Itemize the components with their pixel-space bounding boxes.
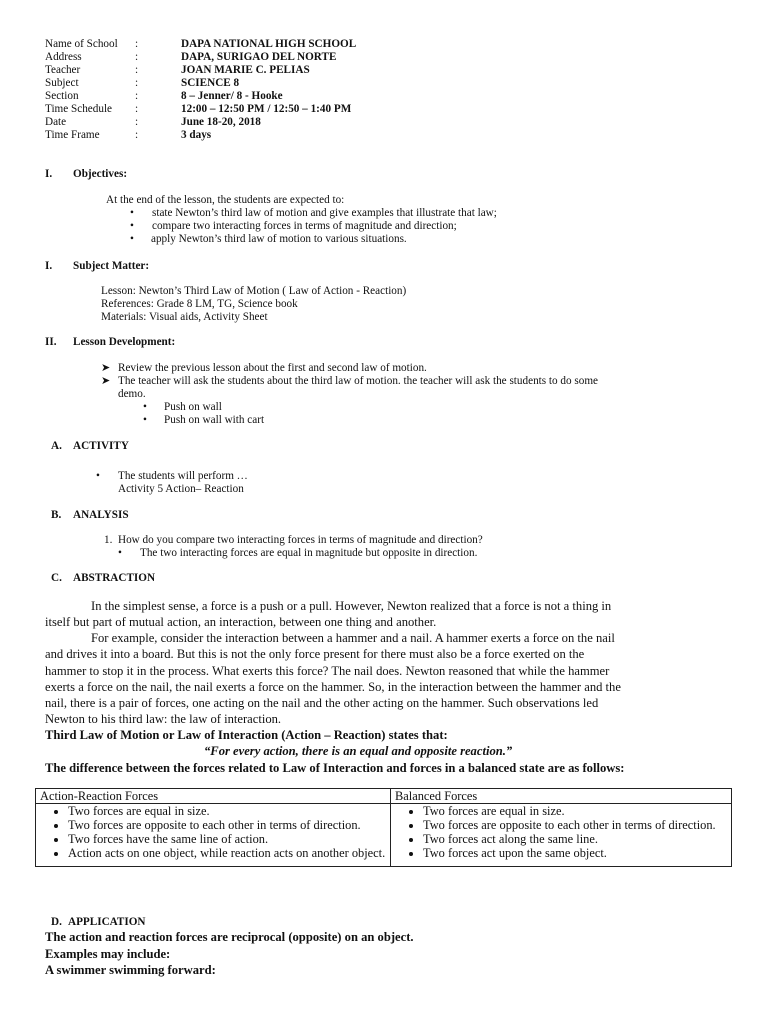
list-item: • Two forces are equal in size. <box>68 804 386 818</box>
bullet-icon: • <box>96 470 100 482</box>
info-label: Teacher <box>45 64 81 76</box>
section-number: II. <box>45 336 57 348</box>
arrow-icon: ➤ <box>101 362 111 374</box>
list-item: • Two forces have the same line of action. <box>68 832 386 846</box>
references-line: References: Grade 8 LM, TG, Science book <box>101 298 298 310</box>
info-label: Section <box>45 90 79 102</box>
info-colon: : <box>135 64 139 76</box>
section-number: I. <box>45 168 53 180</box>
table-row <box>36 804 732 867</box>
table-header-row <box>36 789 732 804</box>
third-law-statement-intro: Third Law of Motion or Law of Interaction (Action – Reaction) states that: <box>45 728 448 742</box>
abstraction-text: exerts a force on the nail, the nail exerts a force on the hammer. So, in the interaction between the hammer and the <box>45 680 621 694</box>
info-value: SCIENCE 8 <box>181 77 240 89</box>
section-letter: B. <box>51 509 62 521</box>
list-item: • Two forces are opposite to each other in terms of direction. <box>423 818 727 832</box>
section-letter: C. <box>51 572 62 584</box>
info-label: Time Frame <box>45 129 100 141</box>
section-number: I. <box>45 260 53 272</box>
lesson-line: Lesson: Newton’s Third Law of Motion ( Law of Action - Reaction) <box>101 285 407 297</box>
objective-item: apply Newton’s third law of motion to various situations. <box>151 233 407 245</box>
info-colon: : <box>135 90 139 102</box>
objectives-heading: Objectives: <box>73 168 128 180</box>
list-item: • Two forces act along the same line. <box>423 832 727 846</box>
bullet-icon: • <box>130 220 134 232</box>
info-value: JOAN MARIE C. PELIAS <box>181 64 310 76</box>
abstraction-text: and drives it into a board. But this is not the only force present for there must also be a force exerted on the <box>45 647 585 661</box>
development-step: Review the previous lesson about the first and second law of motion. <box>118 362 427 374</box>
section-letter: A. <box>51 440 62 452</box>
info-label: Name of School <box>45 38 118 50</box>
analysis-question: How do you compare two interacting forces in terms of magnitude and direction? <box>118 534 483 546</box>
application-heading: APPLICATION <box>68 916 146 928</box>
list-item: • Action acts on one object, while reaction acts on another object. <box>68 846 386 860</box>
section-letter: D. <box>51 916 62 928</box>
activity-line: Activity 5 Action– Reaction <box>118 483 244 495</box>
analysis-heading: ANALYSIS <box>73 509 129 521</box>
subject-matter-heading: Subject Matter: <box>73 260 150 272</box>
abstraction-text: For example, consider the interaction between a hammer and a nail. A hammer exerts a force on the nail <box>91 631 615 645</box>
abstraction-text: hammer to stop it in the process. What exerts this force? The nail does. Newton reasoned that while the hammer <box>45 664 610 678</box>
bullet-icon: • <box>143 414 147 426</box>
action-reaction-cell <box>36 804 391 867</box>
column-header-balanced: Balanced Forces <box>391 789 732 804</box>
info-value: June 18-20, 2018 <box>181 116 261 128</box>
forces-difference-intro: The difference between the forces related to Law of Interaction and forces in a balanced state are as follows: <box>45 761 625 775</box>
abstraction-text: itself but part of mutual action, an interaction, between one thing and another. <box>45 615 437 629</box>
column-header-action-reaction: Action-Reaction Forces <box>36 789 391 804</box>
info-colon: : <box>135 77 139 89</box>
bullet-icon: • <box>143 401 147 413</box>
abstraction-text: nail, there is a pair of forces, one acting on the nail and the other acting on the hammer. Such observations led <box>45 696 599 710</box>
bullet-icon: • <box>118 547 122 559</box>
materials-line: Materials: Visual aids, Activity Sheet <box>101 311 268 323</box>
info-value: 8 – Jenner/ 8 - Hooke <box>181 90 283 102</box>
objective-item: state Newton’s third law of motion and give examples that illustrate that law; <box>152 207 497 219</box>
info-value: DAPA, SURIGAO DEL NORTE <box>181 51 337 63</box>
info-colon: : <box>135 129 139 141</box>
info-label: Time Schedule <box>45 103 113 115</box>
list-item: • Two forces are opposite to each other in terms of direction. <box>68 818 386 832</box>
demo-item: Push on wall <box>164 401 222 413</box>
info-value: 12:00 – 12:50 PM / 12:50 – 1:40 PM <box>181 103 352 115</box>
objectives-intro: At the end of the lesson, the students are expected to: <box>106 194 345 206</box>
info-label: Address <box>45 51 82 63</box>
info-colon: : <box>135 103 139 115</box>
demo-item: Push on wall with cart <box>164 414 265 426</box>
development-step: The teacher will ask the students about the third law of motion. the teacher will ask the students to do some <box>118 375 599 387</box>
balanced-forces-list <box>395 804 727 860</box>
application-text: A swimmer swimming forward: <box>45 963 216 977</box>
objective-item: compare two interacting forces in terms of magnitude and direction; <box>152 220 457 232</box>
abstraction-text: In the simplest sense, a force is a push or a pull. However, Newton realized that a force is not a thing in <box>91 599 612 613</box>
info-value: DAPA NATIONAL HIGH SCHOOL <box>181 38 357 50</box>
analysis-answer: The two interacting forces are equal in magnitude but opposite in direction. <box>140 547 478 559</box>
info-value: 3 days <box>181 129 212 141</box>
arrow-icon: ➤ <box>101 375 111 387</box>
list-item: • Two forces are equal in size. <box>423 804 727 818</box>
info-colon: : <box>135 51 139 63</box>
info-colon: : <box>135 116 139 128</box>
activity-heading: ACTIVITY <box>73 440 129 452</box>
abstraction-heading: ABSTRACTION <box>73 572 156 584</box>
development-step-continued: demo. <box>118 388 146 400</box>
bullet-icon: • <box>130 233 134 245</box>
action-reaction-list <box>40 804 386 860</box>
third-law-quote: “For every action, there is an equal and opposite reaction.” <box>204 744 513 758</box>
bullet-icon: • <box>130 207 134 219</box>
abstraction-text: Newton to his third law: the law of interaction. <box>45 712 282 726</box>
balanced-forces-cell <box>391 804 732 867</box>
activity-line: The students will perform … <box>118 470 248 482</box>
list-item: • Two forces act upon the same object. <box>423 846 727 860</box>
application-text: The action and reaction forces are reciprocal (opposite) on an object. <box>45 930 414 944</box>
lesson-development-heading: Lesson Development: <box>73 336 176 348</box>
application-text: Examples may include: <box>45 947 171 961</box>
info-label: Subject <box>45 77 79 89</box>
question-number: 1. <box>104 534 113 546</box>
forces-comparison-table <box>35 788 732 867</box>
info-colon: : <box>135 38 139 50</box>
info-label: Date <box>45 116 67 128</box>
